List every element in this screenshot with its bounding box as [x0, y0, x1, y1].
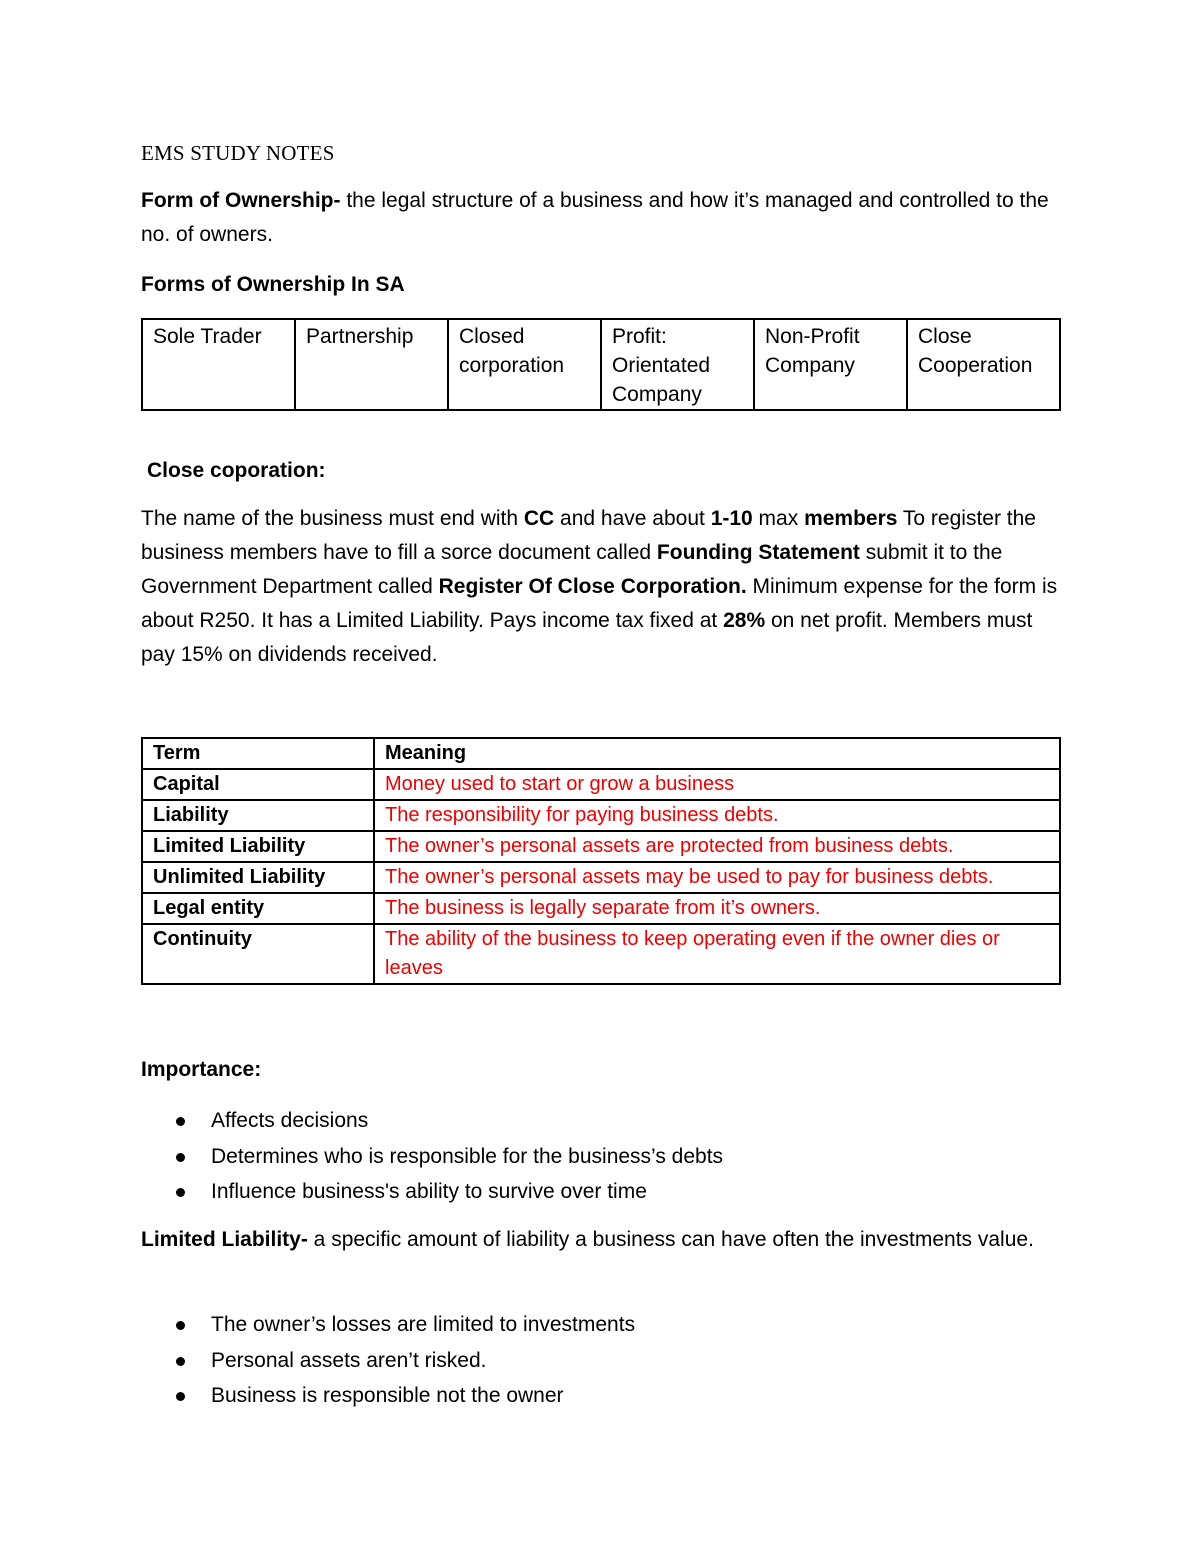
- cc-text: Minimum expense for the form is about R250. It has a Limited Liability. Pays income tax fixed at: [141, 575, 1058, 632]
- importance-list: [141, 1103, 1061, 1210]
- list-item-text: Affects decisions: [211, 1109, 369, 1132]
- meaning-cell: The business is legally separate from it’s owners.: [374, 893, 1060, 924]
- close-corporation-paragraph: [141, 502, 1061, 672]
- table-row: [142, 769, 1060, 800]
- bullet-icon: [176, 1357, 185, 1366]
- list-item-text: Determines who is responsible for the business’s debts: [211, 1144, 724, 1168]
- cc-text: on net profit. Members must pay 15% on dividends received.: [141, 609, 1033, 666]
- form-cell: Close Cooperation: [907, 319, 1060, 410]
- term-cell: Capital: [142, 769, 374, 800]
- forms-row: [142, 319, 1060, 410]
- cc-bold: Register Of Close Corporation.: [438, 575, 747, 598]
- meaning-cell: The owner’s personal assets are protected from business debts.: [374, 831, 1060, 862]
- forms-heading: Forms of Ownership In SA: [141, 273, 405, 296]
- list-item-text: The owner’s losses are limited to investments: [211, 1313, 636, 1336]
- cc-text: max: [752, 507, 805, 530]
- form-cell: Profit: Orientated Company: [601, 319, 754, 410]
- term-cell: Limited Liability: [142, 831, 374, 862]
- terms-header-row: [142, 738, 1060, 769]
- cc-text: submit it to the Government Department called: [141, 541, 1003, 598]
- table-row: [142, 800, 1060, 831]
- close-corporation-heading: Close coporation:: [147, 459, 326, 482]
- header-cell: Meaning: [374, 738, 1060, 769]
- cc-bold: Founding Statement: [656, 541, 860, 564]
- table-row: [142, 893, 1060, 924]
- term-cell: Continuity: [142, 924, 374, 984]
- list-item: [141, 1174, 1061, 1210]
- forms-of-ownership-table: [141, 318, 1061, 411]
- bullet-icon: [176, 1117, 185, 1126]
- cc-bold: 28%: [723, 609, 766, 632]
- list-item: [141, 1343, 1061, 1379]
- list-item-text: Influence business's ability to survive over time: [211, 1180, 647, 1203]
- form-cell: Closed corporation: [448, 319, 601, 410]
- bullet-icon: [176, 1188, 185, 1197]
- header-cell: Term: [142, 738, 374, 769]
- cc-text: The name of the business must end with: [141, 507, 524, 530]
- meaning-cell: The responsibility for paying business debts.: [374, 800, 1060, 831]
- limited-liability-definition: [141, 1223, 1061, 1257]
- cc-bold: CC: [523, 507, 555, 530]
- definition-text: the legal structure of a business and how it’s managed and controlled to the no. of owners.: [141, 189, 1049, 246]
- list-item: [141, 1378, 1061, 1414]
- term-cell: Liability: [142, 800, 374, 831]
- cc-text: and have about: [554, 507, 711, 530]
- definition-text: a specific amount of liability a business can have often the investments value.: [307, 1228, 1034, 1251]
- form-of-ownership-definition: [141, 184, 1061, 252]
- meaning-cell: Money used to start or grow a business: [374, 769, 1060, 800]
- document-title: EMS STUDY NOTES: [141, 141, 335, 165]
- table-row: [142, 862, 1060, 893]
- meaning-cell: The ability of the business to keep operating even if the owner dies or leaves: [374, 924, 1060, 984]
- list-item-text: Business is responsible not the owner: [211, 1384, 564, 1407]
- cc-bold: members: [804, 507, 898, 530]
- table-row: [142, 831, 1060, 862]
- terms-table: [141, 737, 1061, 985]
- term-cell: Unlimited Liability: [142, 862, 374, 893]
- list-item: [141, 1103, 1061, 1139]
- meaning-cell: The owner’s personal assets may be used to pay for business debts.: [374, 862, 1060, 893]
- bullet-icon: [176, 1392, 185, 1401]
- list-item-text: Personal assets aren’t risked.: [211, 1348, 487, 1372]
- form-cell: Sole Trader: [142, 319, 295, 410]
- list-item: [141, 1307, 1061, 1343]
- term-cell: Legal entity: [142, 893, 374, 924]
- cc-text: To register the business members have to fill a sorce document called: [141, 507, 1036, 564]
- table-row: [142, 924, 1060, 984]
- importance-heading: Importance:: [141, 1058, 262, 1081]
- form-cell: Non-Profit Company: [754, 319, 907, 410]
- form-cell: Partnership: [295, 319, 448, 410]
- list-item: [141, 1139, 1061, 1175]
- definition-term: Limited Liability-: [141, 1228, 308, 1251]
- cc-bold: 1-10: [710, 507, 753, 530]
- bullet-icon: [176, 1153, 185, 1162]
- bullet-icon: [176, 1321, 185, 1330]
- limited-liability-list: [141, 1307, 1061, 1414]
- definition-term: Form of Ownership-: [141, 189, 341, 212]
